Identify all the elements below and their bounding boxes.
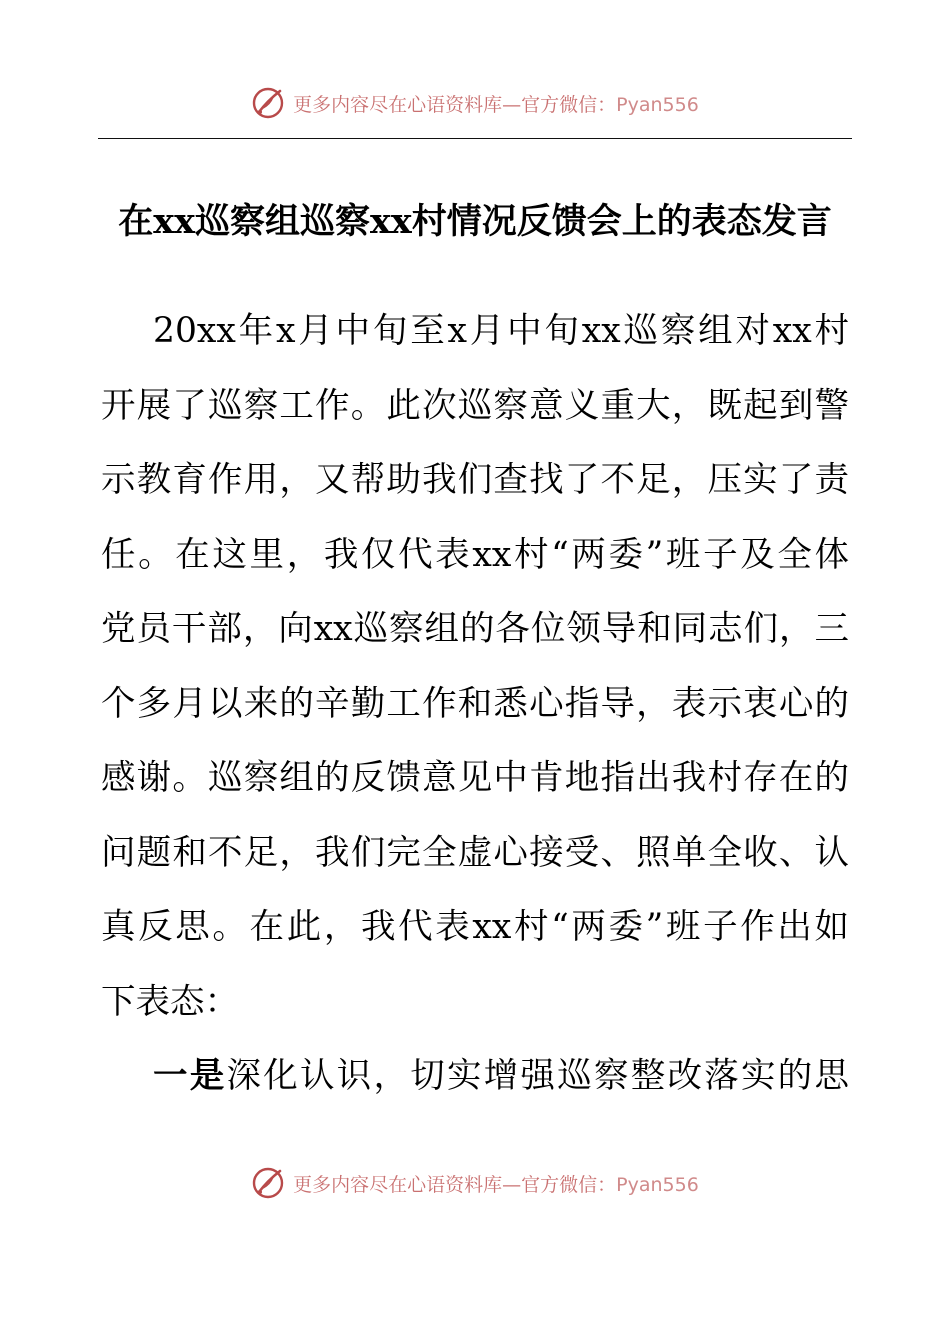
header-rule <box>98 138 852 139</box>
paragraph-line: 感谢。巡察组的反馈意见中肯地指出我村存在的 <box>101 758 849 798</box>
paragraph-line: 党员干部，向xx巡察组的各位领导和同志们，三 <box>101 609 849 649</box>
paragraph-line: 个多月以来的辛勤工作和悉心指导，表示衷心的 <box>101 683 849 724</box>
point-one-line <box>101 1039 849 1114</box>
document-body <box>101 294 849 1114</box>
document-title: 在xx巡察组巡察xx村情况反馈会上的表态发言 <box>118 201 832 242</box>
header-watermark <box>0 80 950 126</box>
paragraph-line: 问题和不足，我们完全虚心接受、照单全收、认 <box>101 832 849 873</box>
point-one-text: 深化认识，切实增强巡察整改落实的思 <box>226 1056 849 1096</box>
quill-logo-icon <box>251 1166 285 1200</box>
watermark-handle: Pyan556 <box>616 1173 699 1196</box>
paragraph-line: 20xx年x月中旬至x月中旬xx巡察组对xx村 <box>153 311 849 351</box>
watermark-handle: Pyan556 <box>616 93 699 116</box>
paragraph-line: 示教育作用，又帮助我们查找了不足，压实了责 <box>101 460 849 500</box>
footer-watermark <box>0 1160 950 1206</box>
paragraph-line: 真反思。在此，我代表xx村“两委”班子作出如 <box>101 907 849 947</box>
watermark-text: 更多内容尽在心语资料库—官方微信：Pyan556 <box>293 1173 699 1196</box>
paragraph-line: 开展了巡察工作。此次巡察意义重大，既起到警 <box>101 385 849 426</box>
point-one-label: 一是 <box>153 1056 227 1096</box>
quill-logo-icon <box>251 86 285 120</box>
paragraph-line: 任。在这里，我仅代表xx村“两委”班子及全体 <box>101 534 849 575</box>
watermark-text: 更多内容尽在心语资料库—官方微信：Pyan556 <box>293 93 699 116</box>
paragraph-line: 下表态： <box>101 981 239 1022</box>
